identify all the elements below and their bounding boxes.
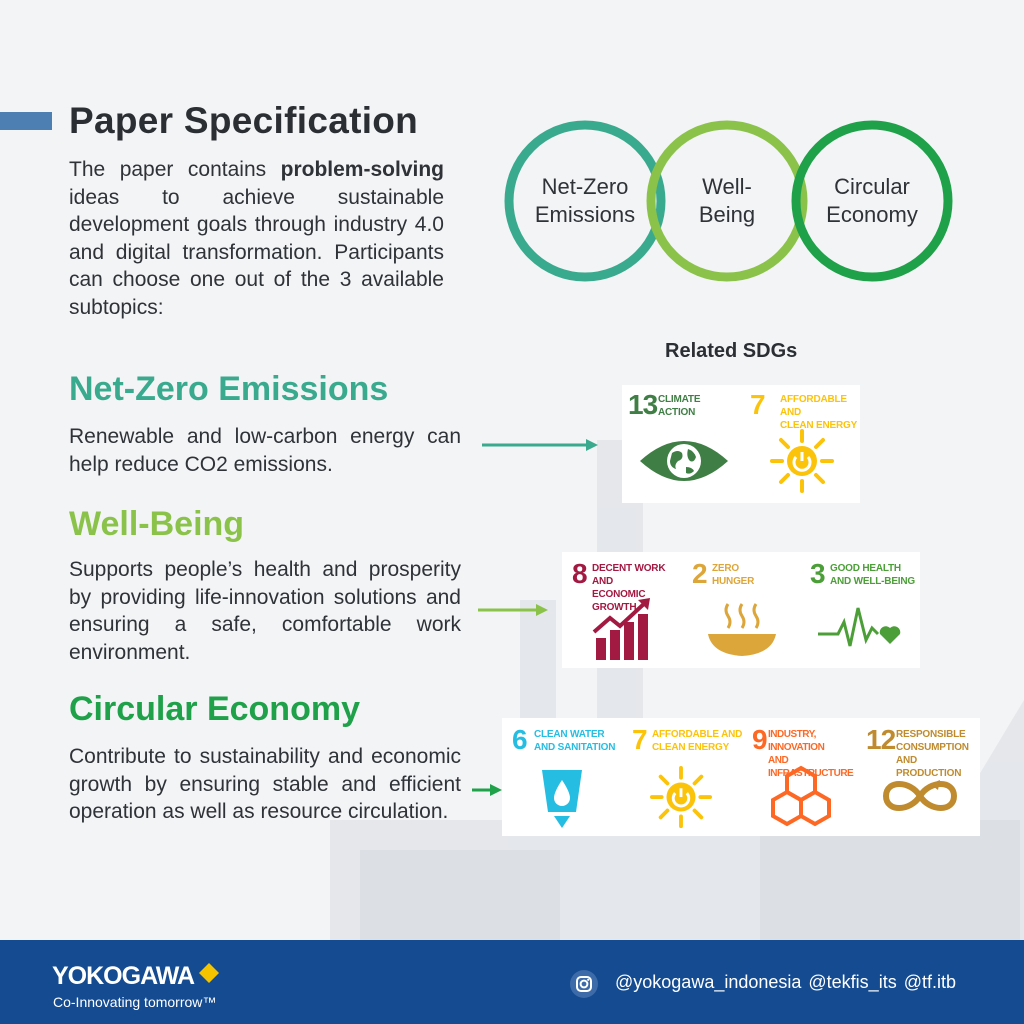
sdg-card-7b: 7 AFFORDABLE AND CLEAN ENERGY	[628, 724, 746, 834]
section-text-net-zero: Renewable and low-carbon energy can help reduce CO2 emissions.	[69, 425, 461, 476]
heartbeat-icon	[818, 600, 904, 656]
section-title-net-zero: Net-Zero Emissions	[69, 370, 389, 408]
section-text-circular-economy: Contribute to sustainability and economic growth by ensuring stable and efficient operation as well as resource circulation.	[69, 745, 461, 823]
section-title-circular-economy: Circular Economy	[69, 690, 360, 728]
title-accent-bar	[0, 112, 52, 130]
sdg-card-6: 6 CLEAN WATER AND SANITATION	[508, 724, 626, 834]
sdg-card-13: 13 CLIMATE ACTION	[624, 389, 742, 499]
related-sdgs-heading: Related SDGs	[665, 340, 798, 362]
water-glass-icon	[538, 764, 586, 830]
brand-tagline: Co-Innovating tomorrow™	[53, 994, 217, 1010]
cubes-icon	[768, 764, 834, 830]
intro-paragraph: The paper contains problem-solving ideas to achieve sustainable development goals through industry 4.0 and digital transformation. Participants can choose one out of the 3 available subtopics:	[69, 158, 444, 319]
sdg-card-12: 12 RESPONSIBLE CONSUMPTION AND PRODUCTION	[862, 724, 980, 834]
arrow-net-zero-icon	[482, 437, 600, 453]
intro-emphasis: problem-solving	[280, 158, 444, 181]
venn-label-circular-economy: Circular Economy	[826, 174, 918, 227]
sdg-panel-circular-economy	[502, 718, 980, 836]
infinity-icon	[880, 776, 960, 816]
arrow-circular-economy-icon	[472, 782, 504, 798]
social-handles[interactable]: @yokogawa_indonesia @tekfis_its @tf.itb	[615, 972, 956, 992]
sun-power-icon	[650, 766, 712, 828]
instagram-icon[interactable]	[569, 969, 599, 999]
sdg-card-7: 7 AFFORDABLE AND CLEAN ENERGY	[746, 389, 864, 499]
arrow-well-being-icon	[478, 602, 550, 618]
venn-label-well-being: Well- Being	[698, 174, 756, 227]
section-text-well-being: Supports people’s health and prosperity by providing life-innovation solutions and ensuring a safe, comfortable work environment.	[69, 558, 461, 664]
page-title: Paper Specification	[69, 100, 419, 141]
section-title-well-being: Well-Being	[69, 505, 245, 543]
eye-globe-icon	[638, 435, 730, 487]
bowl-icon	[706, 600, 778, 660]
subtopic-circles	[500, 120, 960, 282]
sdg-panel-net-zero	[622, 385, 860, 503]
brand-logo: YOKOGAWA	[52, 962, 195, 990]
sdg-card-8: 8 DECENT WORK AND ECONOMIC GROWTH	[568, 558, 686, 668]
growth-chart-icon	[590, 598, 654, 662]
diamond-logo-icon	[198, 962, 220, 984]
sdg-card-3: 3 GOOD HEALTH AND WELL-BEING	[806, 558, 924, 668]
sdg-card-2: 2 ZERO HUNGER	[688, 558, 806, 668]
sdg-panel-well-being	[562, 552, 920, 668]
venn-label-net-zero: Net-Zero Emissions	[534, 174, 636, 227]
sdg-card-9: 9 INDUSTRY, INNOVATION AND INFRASTRUCTURE	[748, 724, 866, 834]
sun-power-icon	[770, 429, 834, 493]
